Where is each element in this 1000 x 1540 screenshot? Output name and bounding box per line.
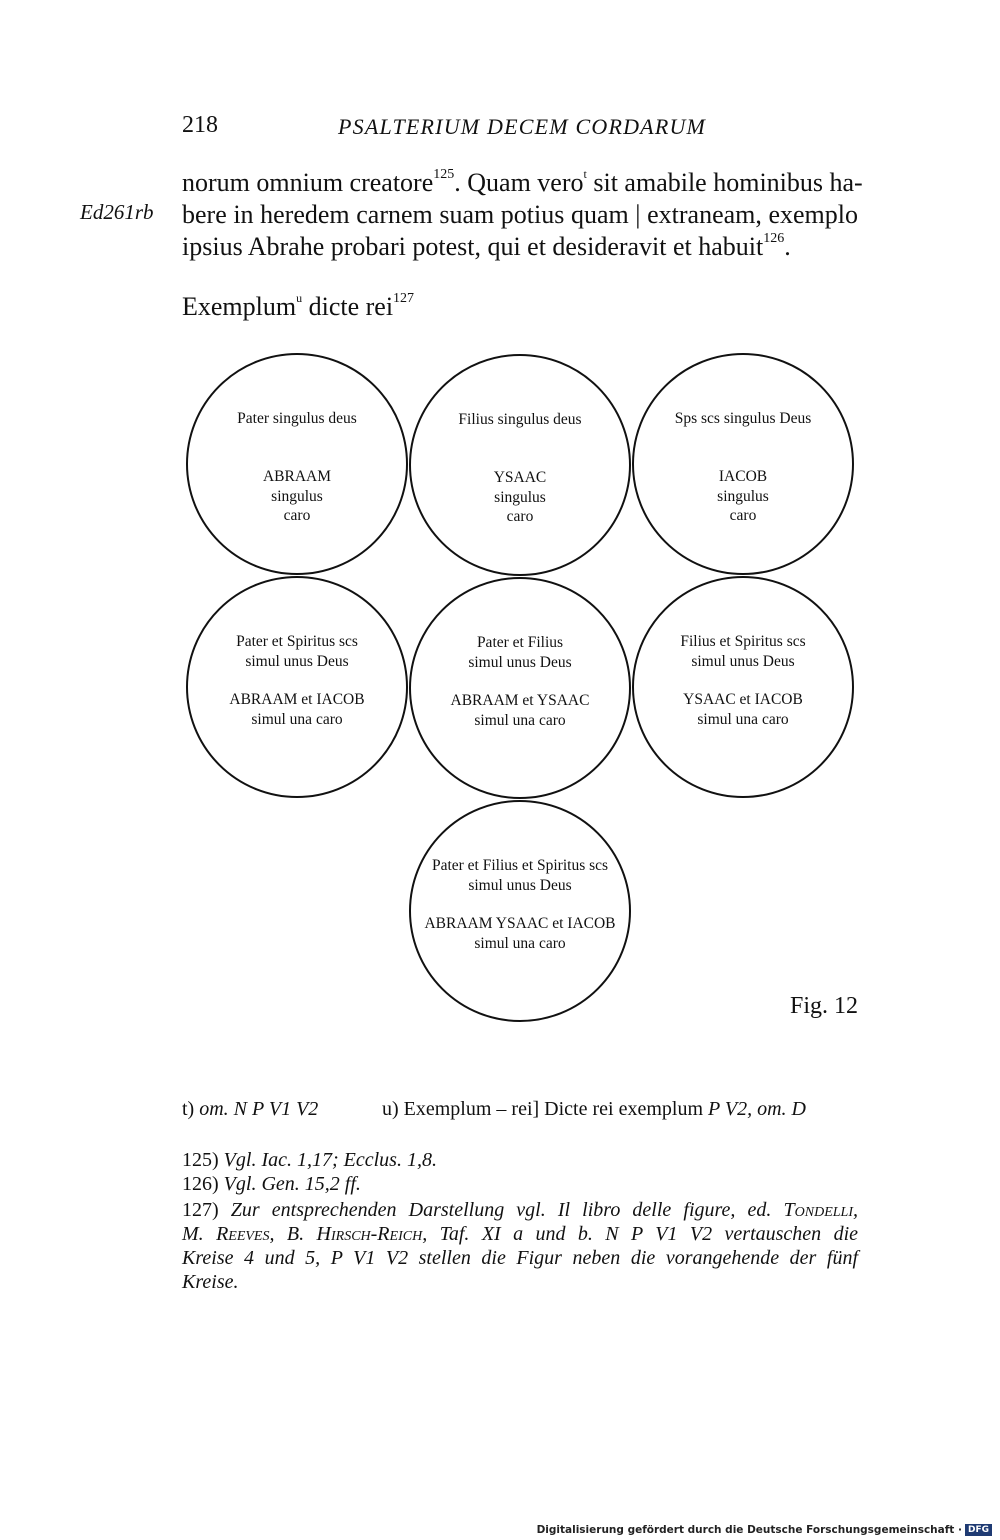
circle-bottom-text (188, 690, 406, 729)
footnote-text: Vgl. Gen. 15,2 ff. (223, 1173, 361, 1195)
circle-text-line: singulus (271, 487, 323, 505)
circle-top-text (411, 633, 629, 672)
apparatus-note-t (182, 1098, 318, 1121)
footnote-number: 125) (182, 1149, 224, 1171)
footnote-127-line-4: Kreise. (182, 1271, 239, 1293)
circle-text-line: Sps scs singulus Deus (674, 410, 812, 427)
circle-bottom-text (411, 914, 629, 953)
running-title: PSALTERIUM DECEM CORDARUM (338, 114, 707, 139)
circle-top-text (188, 632, 406, 671)
circle-top-text (411, 856, 629, 895)
credit-text: Digitalisierung gefördert durch die Deutsche Forschungsgemeinschaft · (536, 1524, 962, 1536)
footnote-text: , (853, 1199, 858, 1221)
apparatus-text: P V2, om. D (708, 1098, 806, 1120)
footnote-number: 126) (182, 1173, 224, 1195)
circle-text-line: Pater et Spiritus scs (236, 633, 358, 650)
body-text: norum omnium creatore (182, 168, 434, 197)
footnote-126 (182, 1172, 858, 1196)
footnote-text: Zur entsprechenden Darstellung vgl. Il libro delle figure, ed. (230, 1199, 784, 1221)
footnote-127-line-1 (182, 1198, 858, 1222)
apparatus-text: om. N P V1 V2 (199, 1098, 319, 1120)
author-name: Reeves (216, 1223, 270, 1245)
circle-spiritus (632, 353, 854, 575)
footnote-ref-125: 125 (433, 167, 455, 183)
circle-text-line: simul una caro (474, 934, 566, 952)
circle-text-line: IACOB (718, 468, 768, 485)
apparatus-label: t) (182, 1098, 200, 1120)
body-text: ipsius Abrahe probari potest, qui et desideravit et habuit (182, 232, 764, 261)
footnote-text: , Taf. XI a und b. N P V1 V2 vertauschen die (422, 1223, 858, 1245)
footnote-text: , B. (269, 1223, 317, 1245)
page-number: 218 (182, 112, 218, 138)
circle-text-line: simul una caro (251, 710, 343, 728)
circle-text-line: singulus (717, 487, 769, 505)
circle-text-line: caro (283, 507, 311, 524)
circle-bottom-text (634, 690, 852, 729)
circle-bottom-text (411, 468, 629, 527)
apparatus-label: u) Exemplum – rei] Dicte rei exemplum (382, 1098, 709, 1120)
footnote-127-line-2 (182, 1222, 858, 1246)
body-line-3 (182, 230, 858, 264)
circle-text-line: simul unus Deus (468, 876, 572, 894)
circle-text-line: ABRAAM YSAAC et IACOB (424, 915, 616, 932)
circle-text-line: Filius singulus deus (458, 411, 582, 428)
circle-pater-spiritus (186, 576, 408, 798)
circle-trinity (409, 800, 631, 1022)
apparatus-ref-u: u (296, 291, 303, 306)
circle-filius-spiritus (632, 576, 854, 798)
circle-bottom-text (634, 467, 852, 526)
body-line-2: bere in heredem carnem suam potius quam | extraneam, exemplo (182, 200, 858, 229)
circle-text-line: simul una caro (474, 711, 566, 729)
figure-label: Fig. 12 (790, 993, 859, 1019)
body-line-1 (182, 166, 863, 200)
apparatus-ref-t: t (583, 167, 587, 182)
circle-filius (409, 354, 631, 576)
circle-bottom-text (411, 691, 629, 730)
dfg-logo: DFG (965, 1524, 992, 1536)
figure-caption-heading (182, 292, 414, 322)
circle-text-line: caro (506, 508, 534, 525)
circle-text-line: ABRAAM et IACOB (229, 691, 365, 708)
footnote-125 (182, 1148, 858, 1172)
circle-text-line: simul unus Deus (245, 652, 349, 670)
circle-text-line: Pater et Filius et Spiritus scs (431, 857, 609, 874)
footnote-127-line-3: Kreise 4 und 5, P V1 V2 stellen die Figur neben die vorangehende der fünf (182, 1247, 858, 1269)
circle-text-line: Pater singulus deus (237, 410, 357, 427)
footnote-number: 127) (182, 1199, 231, 1221)
circle-text-line: simul unus Deus (691, 652, 795, 670)
circle-text-line: Filius et Spiritus scs (680, 633, 806, 650)
circle-top-text (634, 409, 852, 429)
circle-text-line: caro (729, 507, 757, 524)
body-text: . Quam vero (454, 168, 584, 197)
body-text: sit amabile hominibus ha- (586, 168, 863, 197)
circle-text-line: ABRAAM et YSAAC (450, 692, 590, 709)
circle-pater (186, 353, 408, 575)
apparatus-note-u (382, 1098, 806, 1121)
author-name: Hirsch-Reich (316, 1223, 423, 1245)
circle-text-line: simul unus Deus (468, 653, 572, 671)
footnote-ref-127: 127 (393, 291, 415, 307)
author-name: Tondelli (783, 1199, 853, 1221)
heading-text: dicte rei (302, 292, 394, 321)
circle-text-line: singulus (494, 488, 546, 506)
circle-pater-filius (409, 577, 631, 799)
footnote-text: M. (182, 1223, 217, 1245)
circle-bottom-text (188, 467, 406, 526)
digitization-credit (537, 1524, 992, 1536)
footnote-text: Vgl. Iac. 1,17; Ecclus. 1,8. (223, 1149, 437, 1171)
circle-text-line: ABRAAM (262, 468, 332, 485)
body-text: . (784, 232, 791, 261)
circle-top-text (634, 632, 852, 671)
circle-text-line: YSAAC (493, 469, 547, 486)
heading-text: Exemplum (182, 292, 297, 321)
circle-text-line: simul una caro (697, 710, 789, 728)
footnote-ref-126: 126 (763, 231, 785, 247)
circle-text-line: Pater et Filius (476, 634, 564, 651)
circle-top-text (188, 409, 406, 429)
circle-top-text (411, 410, 629, 430)
circle-text-line: YSAAC et IACOB (683, 691, 803, 708)
margin-note: Ed261rb (80, 200, 154, 224)
